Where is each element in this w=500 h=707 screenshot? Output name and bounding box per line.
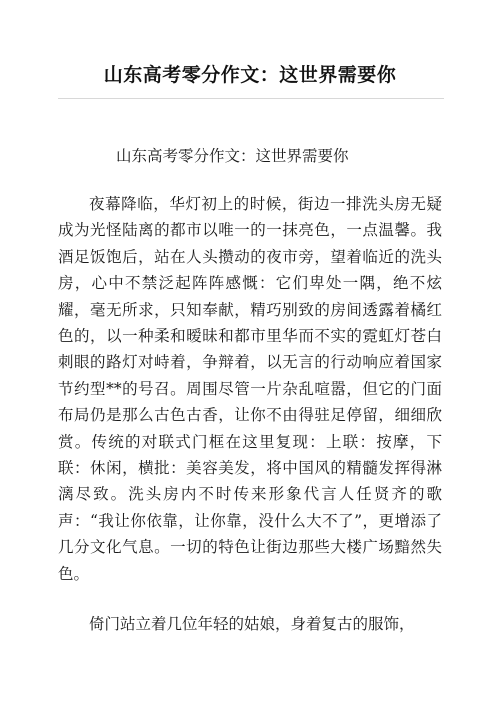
document-title: 山东高考零分作文：这世界需要你 (103, 64, 397, 86)
document-subtitle: 山东高考零分作文：这世界需要你 (116, 147, 349, 165)
paragraph-2: 倚门站立着几位年轻的姑娘，身着复古的服饰， (89, 615, 415, 633)
title-divider (58, 98, 444, 99)
paragraph-1: 夜幕降临，华灯初上的时候，街边一排洗头房无疑成为光怪陆离的都市以唯一的一抹亮色，一点温馨。我酒足饭饱后，站在人头攒动的夜市旁，望着临近的洗头房，心中不禁泛起阵阵感慨：它们卑处一隅，绝不炫耀，毫无所求，只知奉献，精巧别致的房间透露着橘红色的，以一种柔和暧昧和都市里华而不实的霓虹灯苍白刺眼的路灯对峙着，争辩着，以无言的行动响应着国家节约型**的号召。周围尽管一片杂乱喧嚣，但它的门面布局仍是那么古色古香，让你不由得驻足停留，细细欣赏。传统的对联式门框在这里复现：上联：按摩，下联：休闲，横批：美容美发，将中国风的精髓发挥得淋漓尽致。洗头房内不时传来形象代言人任贤齐的歌声：“我让你依靠，让你靠，没什么大不了”，更增添了几分文化气息。一切的特色让街边那些大楼广场黯然失色。 (58, 195, 442, 583)
